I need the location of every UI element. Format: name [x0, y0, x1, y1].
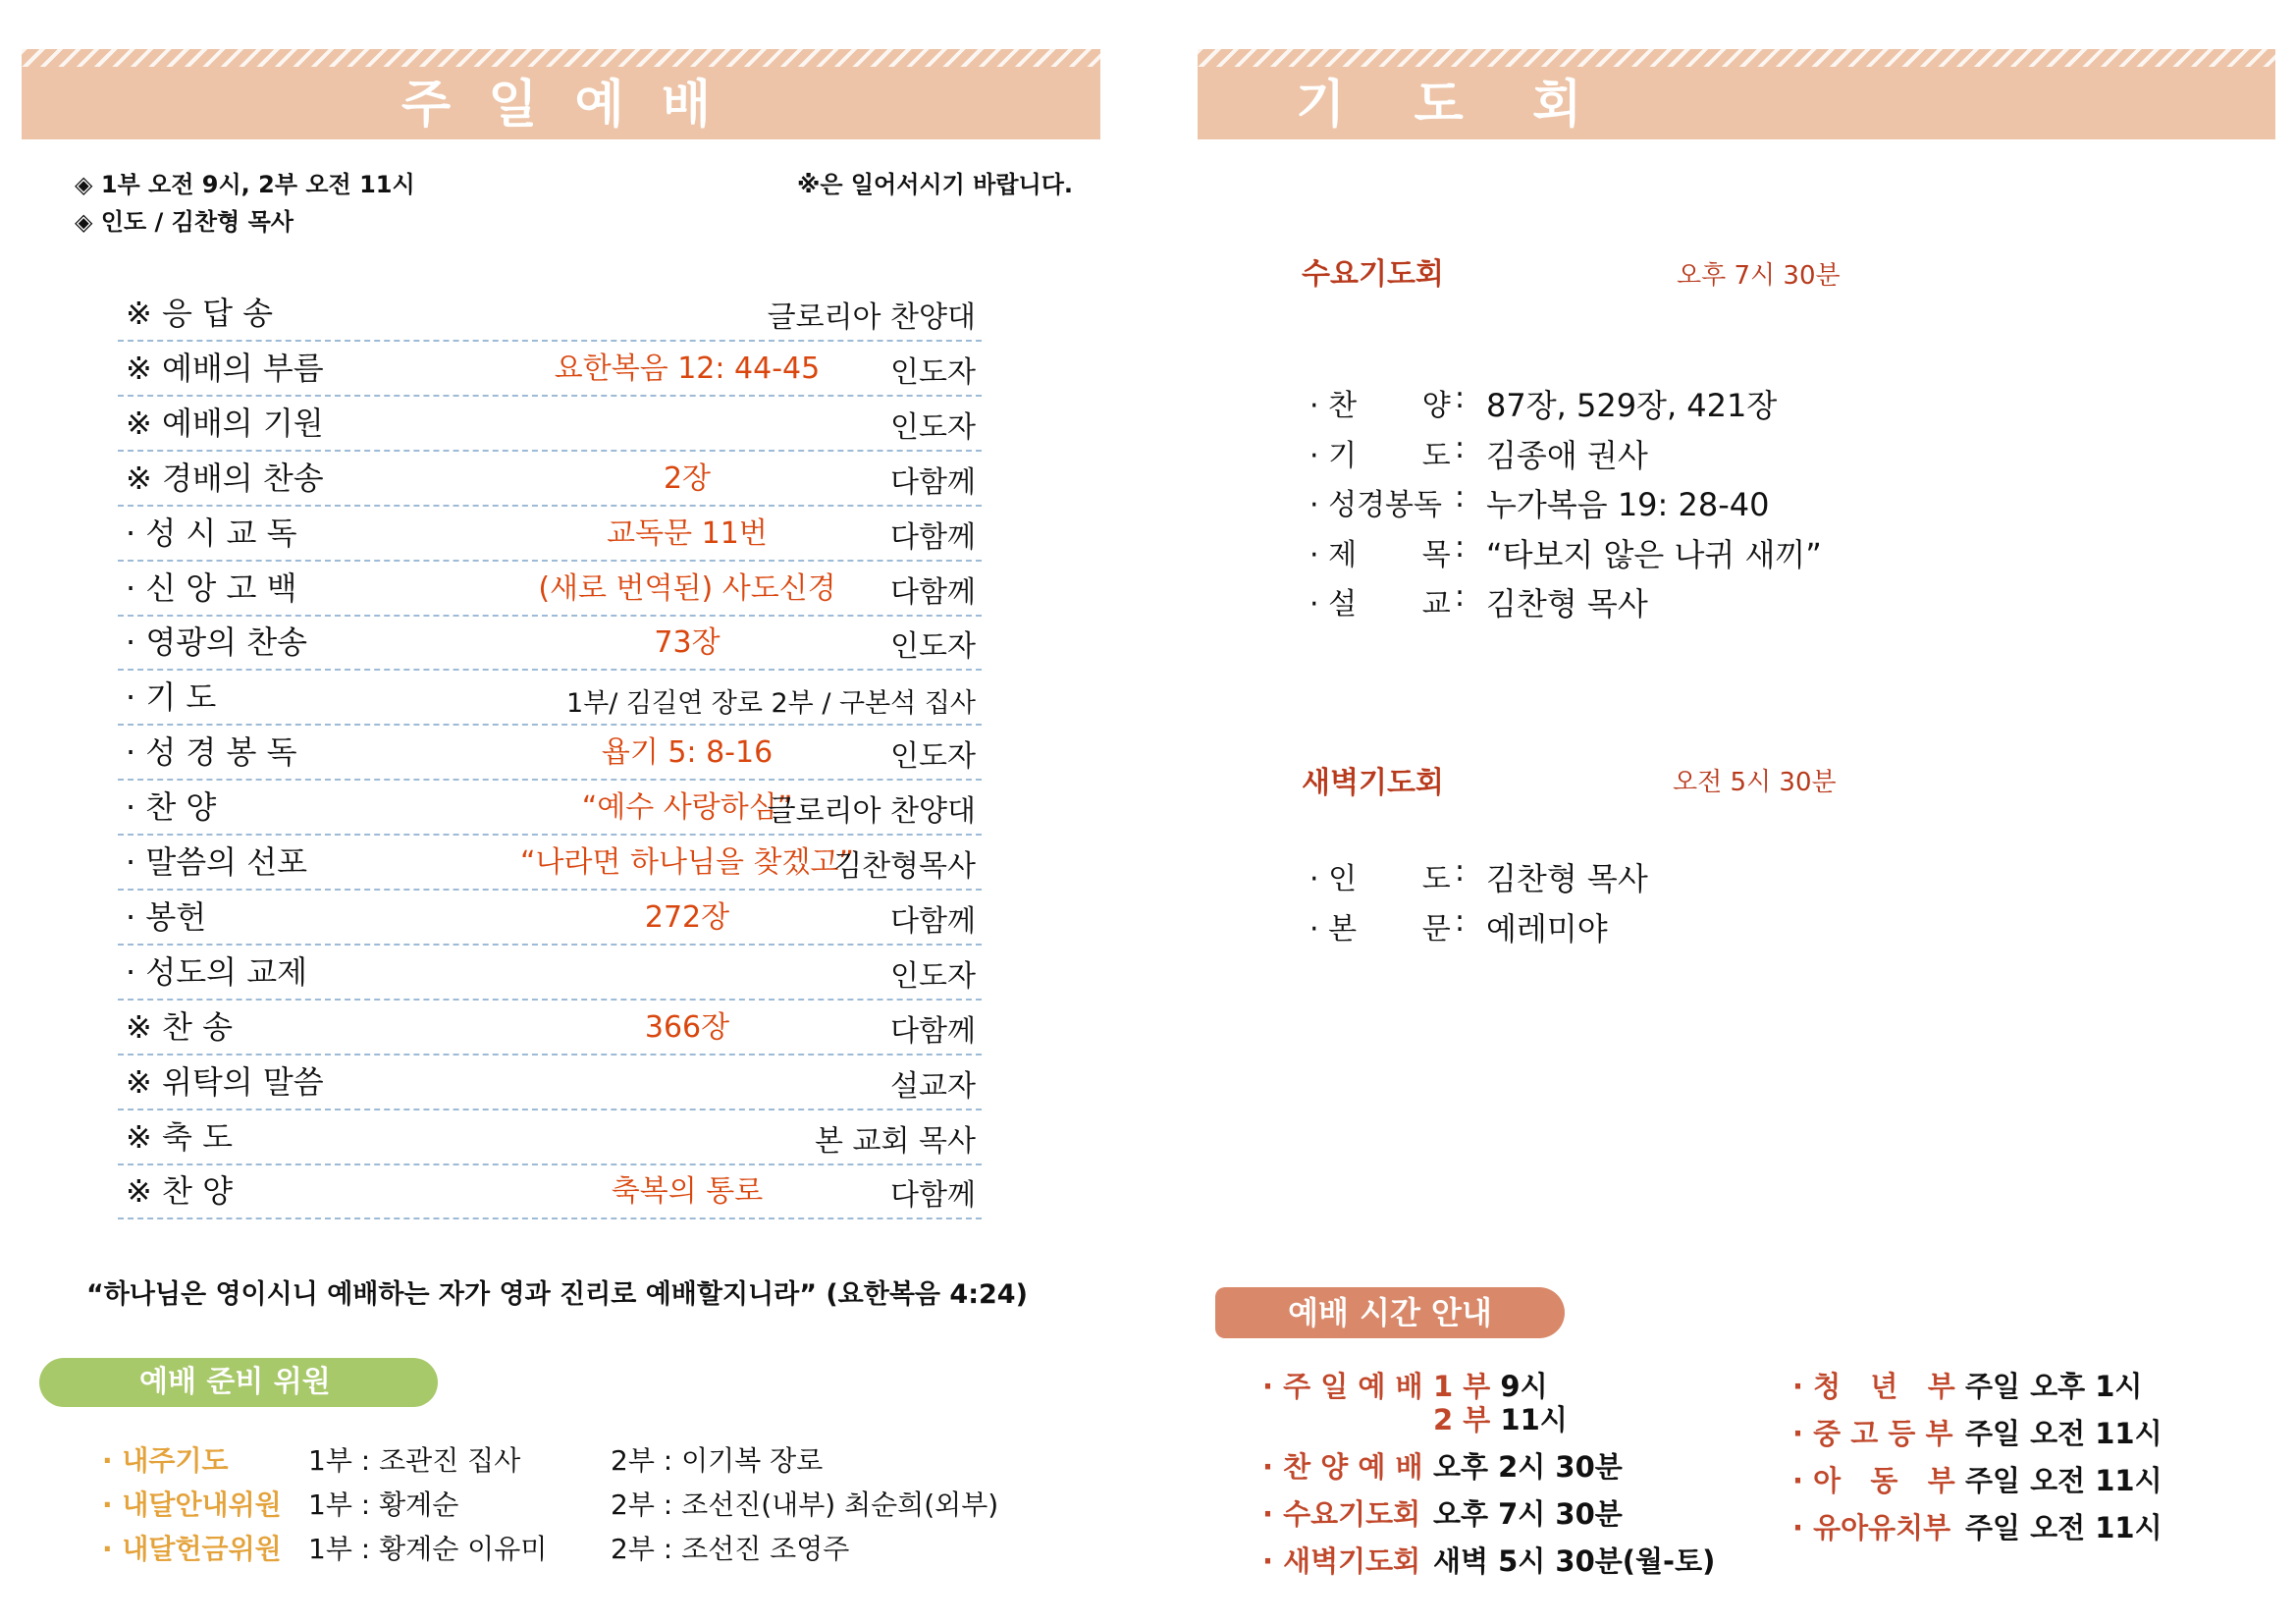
prayer-value: 김찬형 목사 [1486, 860, 1648, 897]
prayer-value: 누가복음 19: 28-40 [1486, 486, 1770, 523]
banner-title: 주 일 예 배 [400, 76, 721, 135]
prep-part1: 1부 : 조관진 집사 [308, 1444, 521, 1477]
dawn-prayer-title: 새벽기도회 [1302, 766, 1444, 800]
service-times: ◈ 1부 오전 9시, 2부 오전 11시 [75, 171, 415, 198]
order-leader: 다함께 [890, 903, 976, 939]
order-leader: 다함께 [890, 574, 976, 610]
order-row [118, 508, 982, 562]
prayer-colon: : [1455, 579, 1466, 614]
prayer-value: 예레미야 [1486, 909, 1608, 947]
leader-info: ◈ 인도 / 김찬형 목사 [75, 208, 294, 236]
schedule-label: · 청 년 부 [1792, 1370, 1955, 1403]
dawn-prayer-time: 오전 5시 30분 [1673, 768, 1837, 797]
order-content: 2장 [663, 460, 712, 496]
order-label: · 기 도 [126, 678, 217, 717]
schedule-time: 9시 [1500, 1370, 1548, 1403]
order-label: ※ 찬 송 [126, 1007, 233, 1046]
schedule-label: · 유아유치부 [1792, 1511, 1951, 1544]
order-leader: 설교자 [890, 1068, 976, 1104]
schedule-label: · 새벽기도회 [1262, 1544, 1421, 1578]
order-label: · 성도의 교제 [126, 952, 308, 991]
order-leader: 글로리아 찬양대 [767, 794, 976, 830]
prayer-key: · 인 도 [1309, 862, 1451, 896]
prep-part1: 1부 : 황계순 [308, 1489, 459, 1521]
order-leader: 인도자 [890, 958, 976, 994]
schedule-value: 주일 오전 11시 [1965, 1511, 2163, 1544]
order-leader: 김찬형목사 [833, 849, 976, 884]
order-row [118, 837, 982, 891]
order-row [118, 398, 982, 452]
prep-label: · 내달헌금위원 [102, 1533, 282, 1565]
order-row [118, 1165, 982, 1219]
order-row [118, 727, 982, 781]
prayer-key: · 찬 양 [1309, 389, 1451, 423]
order-label: · 말씀의 선포 [126, 843, 308, 881]
order-leader: 다함께 [890, 464, 976, 500]
schedule-part: 1 부 [1433, 1370, 1491, 1403]
stand-note: ※은 일어서시기 바랍니다. [797, 171, 1073, 198]
banner-title: 기 도 회 [1296, 76, 1586, 135]
prayer-value: 87장, 529장, 421장 [1486, 387, 1778, 424]
prayer-meeting-banner [1198, 49, 2275, 139]
order-leader: 인도자 [890, 354, 976, 390]
banner-stripe [22, 49, 1100, 67]
order-leader: 글로리아 찬양대 [767, 300, 976, 335]
prayer-key: · 설 교 [1309, 587, 1451, 622]
prep-label: · 내달안내위원 [102, 1489, 282, 1521]
order-content: 욥기 5: 8-16 [601, 735, 774, 771]
prep-label: · 내주기도 [102, 1444, 229, 1477]
schedule-label: · 아 동 부 [1792, 1464, 1955, 1497]
schedule-value: 오후 7시 30분 [1433, 1497, 1623, 1531]
order-content: “나라면 하나님을 찾겠고” [520, 845, 854, 880]
prayer-colon: : [1455, 529, 1466, 565]
order-row [118, 1056, 982, 1110]
schedule-value [1433, 1398, 1568, 1438]
prep-part2: 2부 : 조선진(내부) 최순희(외부) [611, 1489, 999, 1521]
order-row [118, 892, 982, 946]
prep-part2: 2부 : 이기복 장로 [611, 1444, 824, 1477]
order-label: ※ 경배의 찬송 [126, 459, 324, 497]
prayer-value: 김종애 권사 [1486, 436, 1648, 474]
schedule-value: 주일 오후 1시 [1965, 1370, 2143, 1403]
schedule-time: 11시 [1500, 1403, 1568, 1436]
prayer-value: 김찬형 목사 [1486, 585, 1648, 623]
schedule-value: 주일 오전 11시 [1965, 1417, 2163, 1450]
order-row [118, 1001, 982, 1056]
order-content: 축복의 통로 [611, 1174, 764, 1210]
prayer-colon: : [1455, 430, 1466, 465]
prayer-colon: : [1455, 903, 1466, 939]
order-row [118, 453, 982, 507]
schedule-value: 오후 2시 30분 [1433, 1450, 1623, 1484]
order-label: · 성 시 교 독 [126, 514, 297, 552]
order-label: ※ 찬 양 [126, 1172, 233, 1211]
schedule-label: · 찬 양 예 배 [1262, 1450, 1423, 1484]
order-label: ※ 예배의 부름 [126, 349, 324, 387]
prep-part2: 2부 : 조선진 조영주 [611, 1533, 850, 1565]
order-leader: 본 교회 목사 [815, 1123, 976, 1159]
schedule-value: 주일 오전 11시 [1965, 1464, 2163, 1497]
order-content: 272장 [644, 899, 730, 935]
order-label: ※ 위탁의 말씀 [126, 1062, 324, 1101]
prayer-key: · 제 목 [1309, 537, 1451, 572]
order-content: “예수 사랑하심” [581, 790, 793, 826]
prayer-colon: : [1455, 854, 1466, 889]
order-leader: 인도자 [890, 739, 976, 775]
order-row [118, 782, 982, 836]
order-row [118, 947, 982, 1001]
prayer-colon: : [1455, 381, 1466, 415]
order-label: ※ 축 도 [126, 1117, 233, 1156]
wed-prayer-title: 수요기도회 [1302, 257, 1444, 292]
order-leader: 다함께 [890, 1178, 976, 1214]
order-content: (새로 번역된) 사도신경 [538, 570, 836, 606]
order-row [118, 617, 982, 671]
prep-committee-badge: 예배 준비 위원 [39, 1358, 438, 1407]
wed-prayer-time: 오후 7시 30분 [1677, 261, 1841, 291]
order-label: ※ 예배의 기원 [126, 404, 324, 442]
order-row [118, 672, 982, 726]
banner-stripe [1198, 49, 2275, 67]
order-label: · 봉헌 [126, 897, 207, 936]
order-leader: 1부/ 김길연 장로 2부 / 구본석 집사 [565, 688, 976, 720]
order-label: · 영광의 찬송 [126, 623, 308, 662]
prayer-colon: : [1455, 480, 1466, 514]
order-leader: 인도자 [890, 409, 976, 445]
order-content: 73장 [654, 625, 721, 661]
schedule-part: 2 부 [1433, 1403, 1491, 1436]
schedule-value: 새벽 5시 30분(월-토) [1433, 1544, 1716, 1578]
schedule-label: · 수요기도회 [1262, 1497, 1421, 1531]
order-leader: 인도자 [890, 629, 976, 665]
prep-part1: 1부 : 황계순 이유미 [308, 1533, 548, 1565]
schedule-label: · 주 일 예 배 [1262, 1370, 1423, 1403]
order-content: 교독문 11번 [607, 515, 768, 551]
order-row [118, 1111, 982, 1165]
order-leader: 다함께 [890, 519, 976, 555]
order-label: · 신 앙 고 백 [126, 568, 297, 607]
schedule-badge: 예배 시간 안내 [1215, 1287, 1565, 1338]
order-row [118, 343, 982, 397]
prayer-key: · 본 문 [1309, 911, 1451, 947]
order-content: 366장 [644, 1009, 730, 1045]
schedule-label: · 중 고 등 부 [1792, 1417, 1953, 1450]
prayer-value: “타보지 않은 나귀 새끼” [1486, 535, 1822, 573]
order-label: · 찬 양 [126, 788, 217, 827]
order-label: ※ 응 답 송 [126, 295, 274, 332]
prayer-key: · 성경봉독 [1309, 488, 1442, 522]
sunday-worship-banner [22, 49, 1100, 139]
order-row [118, 563, 982, 617]
order-label: · 성 경 봉 독 [126, 733, 297, 772]
order-content: 요한복음 12: 44-45 [554, 351, 821, 386]
order-row [118, 288, 982, 342]
order-leader: 다함께 [890, 1013, 976, 1049]
prayer-key: · 기 도 [1309, 438, 1451, 473]
bible-verse: “하나님은 영이시니 예배하는 자가 영과 진리로 예배할지니라” (요한복음 4:24) [86, 1279, 1028, 1310]
